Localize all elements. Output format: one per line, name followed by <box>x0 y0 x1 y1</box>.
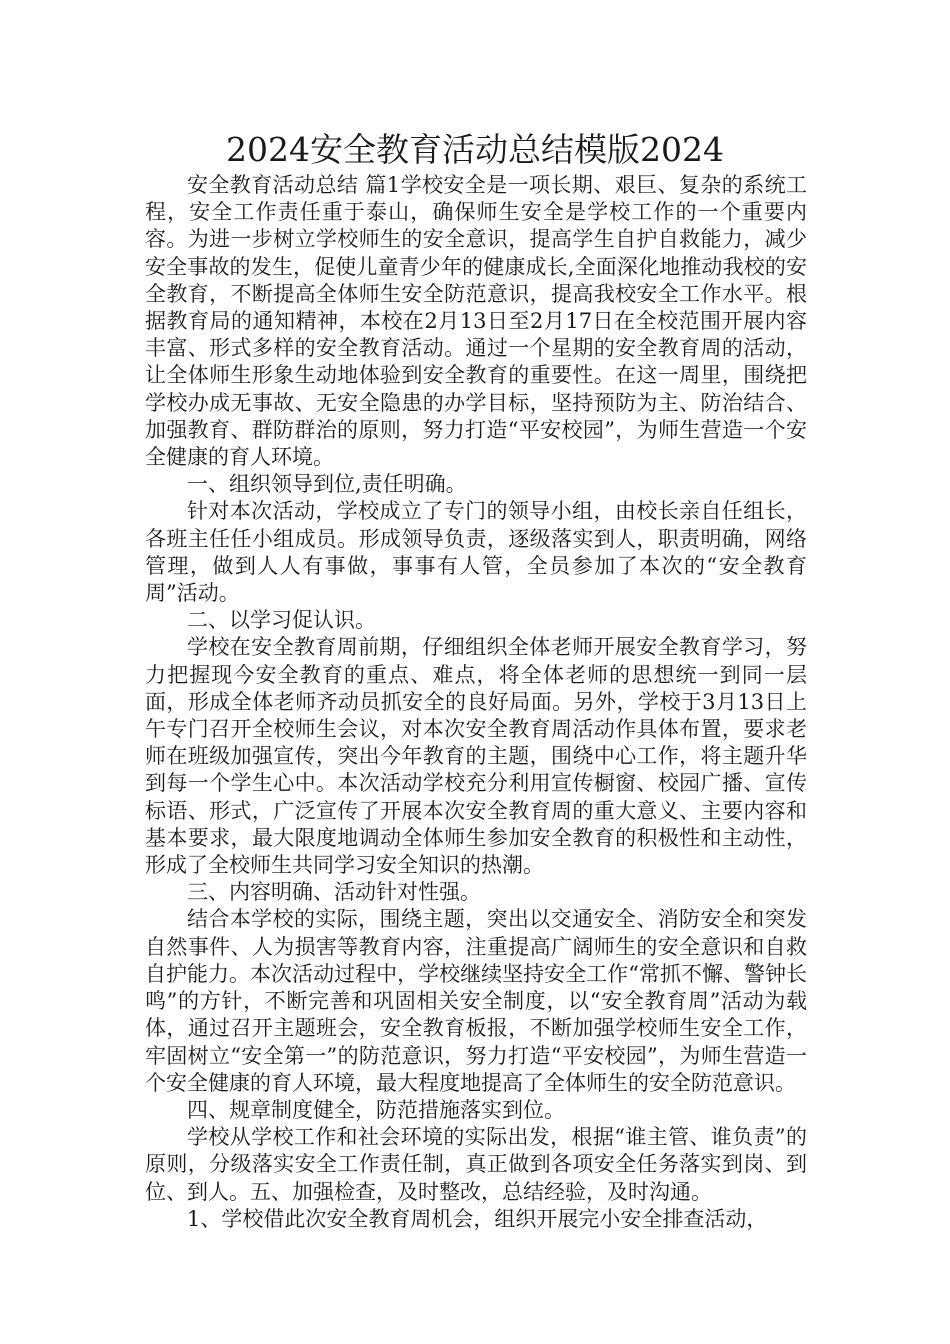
paragraph-section-3: 结合本学校的实际，围绕主题，突出以交通安全、消防安全和突发自然事件、人为损害等教育内容，注重提高广阔师生的安全意识和自救自护能力。本次活动过程中，学校继续坚持安全工作“常抓不懈、警钟长鸣”的方针，不断完善和巩固相关安全制度，以“安全教育周”活动为载体，通过召开主题班会，安全教育板报，不断加强学校师生安全工作，牢固树立“安全第一”的防范意识，努力打造“平安校园”，为师生营造一个安全健康的育人环境，最大程度地提高了全体师生的安全防范意识。 <box>145 907 807 1095</box>
paragraph-section-1: 针对本次活动，学校成立了专门的领导小组，由校长亲自任组长，各班主任任小组成员。形成领导负责，逐级落实到人，职责明确，网络管理，做到人人有事做，事事有人管，全员参加了本次的“安全教育周”活动。 <box>145 499 807 606</box>
section-heading-2: 二、以学习促认识。 <box>187 608 376 633</box>
paragraph-section-4: 学校从学校工作和社会环境的实际出发，根据“谁主管、谁负责”的原则，分级落实安全工作责任制，真正做到各项安全任务落实到岗、到位、到人。五、加强检查，及时整改，总结经验，及时沟通。 <box>145 1125 807 1204</box>
section-heading-4: 四、规章制度健全，防范措施落实到位。 <box>187 1097 565 1122</box>
paragraph-list-item-1: 1、学校借此次安全教育周机会，组织开展完小安全排查活动， <box>187 1206 768 1231</box>
document-body <box>145 172 807 1233</box>
section-heading-1: 一、组织领导到位,责任明确。 <box>187 472 467 497</box>
paragraph-intro: 安全教育活动总结 篇1学校安全是一项长期、艰巨、复杂的系统工程，安全工作责任重于泰山，确保师生安全是学校工作的一个重要内容。为进一步树立学校师生的安全意识，提高学生自护自救能力，减少安全事故的发生，促使儿童青少年的健康成长,全面深化地推动我校的安全教育，不断提高全体师生安全防范意识，提高我校安全工作水平。根据教育局的通知精神，本校在2月13日至2月17日在全校范围开展内容丰富、形式多样的安全教育活动。通过一个星期的安全教育周的活动，让全体师生形象生动地体验到安全教育的重要性。在这一周里，围绕把学校办成无事故、无安全隐患的办学目标，坚持预防为主、防治结合、加强教育、群防群治的原则，努力打造“平安校园”，为师生营造一个安全健康的育人环境。 <box>145 173 807 470</box>
document-title: 2024安全教育活动总结模版2024 <box>226 130 724 169</box>
paragraph-section-2: 学校在安全教育周前期，仔细组织全体老师开展安全教育学习，努力把握现今安全教育的重点、难点，将全体老师的思想统一到同一层面，形成全体老师齐动员抓安全的良好局面。另外，学校于3月13日上午专门召开全校师生会议，对本次安全教育周活动作具体布置，要求老师在班级加强宣传，突出今年教育的主题，围绕中心工作，将主题升华到每一个学生心中。本次活动学校充分利用宣传橱窗、校园广播、宣传标语、形式，广泛宣传了开展本次安全教育周的重大意义、主要内容和基本要求，最大限度地调动全体师生参加安全教育的积极性和主动性，形成了全校师生共同学习安全知识的热潮。 <box>145 635 807 878</box>
section-heading-3: 三、内容明确、活动针对性强。 <box>187 880 481 905</box>
